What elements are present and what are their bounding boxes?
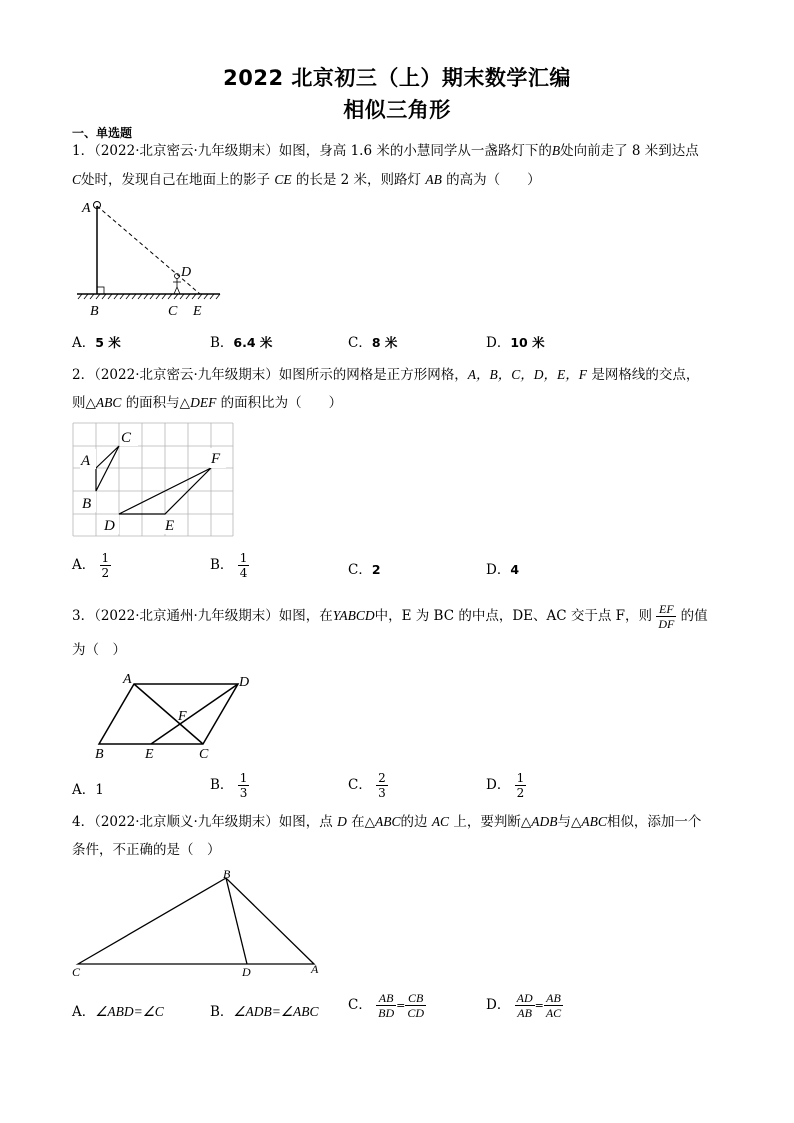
question-3-line-2: 为（ ） bbox=[72, 642, 126, 658]
question-1-line-2: C处时，发现自己在地面上的影子 CE 的长是 2 米，则路灯 AB 的高为（ ） bbox=[72, 172, 541, 188]
question-1-option-c[interactable]: C．8 米 bbox=[348, 335, 398, 351]
page-subtitle: 相似三角形 bbox=[343, 98, 451, 122]
fig1-label-B: B bbox=[90, 304, 99, 319]
question-2-grid-figure bbox=[72, 422, 234, 538]
fig4-label-A: A bbox=[311, 962, 319, 976]
question-4-option-d[interactable]: D． $\frac{AD}{AB}$ = $\frac{AB}{AC}$ bbox=[486, 991, 562, 1020]
question-1-option-d[interactable]: D．10 米 bbox=[486, 335, 545, 351]
fig2-label-E: E bbox=[165, 518, 175, 534]
question-4-option-a[interactable]: A．∠ABD=∠C bbox=[72, 1004, 164, 1020]
question-3-option-a[interactable]: A．1 bbox=[72, 782, 104, 798]
fig1-label-C: C bbox=[168, 304, 178, 319]
fig3-label-B: B bbox=[95, 747, 104, 762]
fig1-label-D: D bbox=[181, 265, 192, 280]
fig2-label-D: D bbox=[104, 518, 115, 534]
fig2-label-C: C bbox=[121, 430, 132, 446]
section-heading: 一、单选题 bbox=[72, 126, 133, 140]
question-3-option-d[interactable]: D． $\frac{1}{2}$ bbox=[486, 771, 525, 800]
question-2-option-b[interactable]: B． $\frac{1}{4}$ bbox=[210, 551, 248, 580]
fig4-label-D: D bbox=[242, 965, 251, 979]
question-1-line-1: 1．（2022·北京密云·九年级期末）如图，身高 1.6 米的小慧同学从一盏路灯下的B处向前走了 8 米到达点 bbox=[72, 143, 699, 159]
question-2-option-a[interactable]: A． $\frac{1}{2}$ bbox=[72, 551, 110, 580]
page-title: 2022 北京初三（上）期末数学汇编 bbox=[223, 66, 571, 90]
question-3-line-1: 3．（2022·北京通州·九年级期末）如图，在YABCD中，E 为 BC 的中点，DE、AC 交于点 F，则 $\frac{EF}{DF}$ 的值 bbox=[72, 602, 708, 631]
question-4-triangle-figure bbox=[66, 866, 336, 980]
question-3-option-b[interactable]: B． $\frac{1}{3}$ bbox=[210, 771, 248, 800]
question-4-line-2: 条件，不正确的是（ ） bbox=[72, 842, 221, 858]
question-1-figure bbox=[70, 196, 230, 320]
question-1-option-b[interactable]: B．6.4 米 bbox=[210, 335, 273, 351]
question-4-option-b[interactable]: B．∠ADB=∠ABC bbox=[210, 1004, 319, 1020]
fig2-label-F: F bbox=[211, 451, 221, 467]
fig2-label-A: A bbox=[81, 453, 91, 469]
fig4-label-B: B bbox=[223, 867, 231, 881]
fig1-label-A: A bbox=[82, 201, 91, 216]
fig3-label-C: C bbox=[199, 747, 209, 762]
fig1-label-E: E bbox=[193, 304, 202, 319]
fig3-label-A: A bbox=[123, 672, 132, 687]
question-3-option-c[interactable]: C． $\frac{2}{3}$ bbox=[348, 771, 386, 800]
question-1-option-a[interactable]: A．5 米 bbox=[72, 335, 121, 351]
question-3-parallelogram-figure bbox=[90, 670, 260, 762]
question-2-line-1: 2．（2022·北京密云·九年级期末）如图所示的网格是正方形网格，A，B，C，D，E，F 是网格线的交点， bbox=[72, 367, 700, 383]
question-2-line-2: 则△ABC 的面积与△DEF 的面积比为（ ） bbox=[72, 395, 343, 411]
fig4-label-C: C bbox=[72, 965, 81, 979]
question-4-option-c[interactable]: C． $\frac{AB}{BD}$ = $\frac{CB}{CD}$ bbox=[348, 991, 425, 1020]
fig3-label-F: F bbox=[178, 709, 187, 724]
question-4-line-1: 4．（2022·北京顺义·九年级期末）如图，点 D 在△ABC的边 AC 上，要判断△ADB与△ABC相似，添加一个 bbox=[72, 814, 702, 830]
fig3-label-D: D bbox=[239, 675, 250, 690]
question-2-option-d[interactable]: D．4 bbox=[486, 562, 520, 578]
question-2-option-c[interactable]: C．2 bbox=[348, 562, 381, 578]
fig2-label-B: B bbox=[82, 496, 92, 512]
fig3-label-E: E bbox=[145, 747, 154, 762]
